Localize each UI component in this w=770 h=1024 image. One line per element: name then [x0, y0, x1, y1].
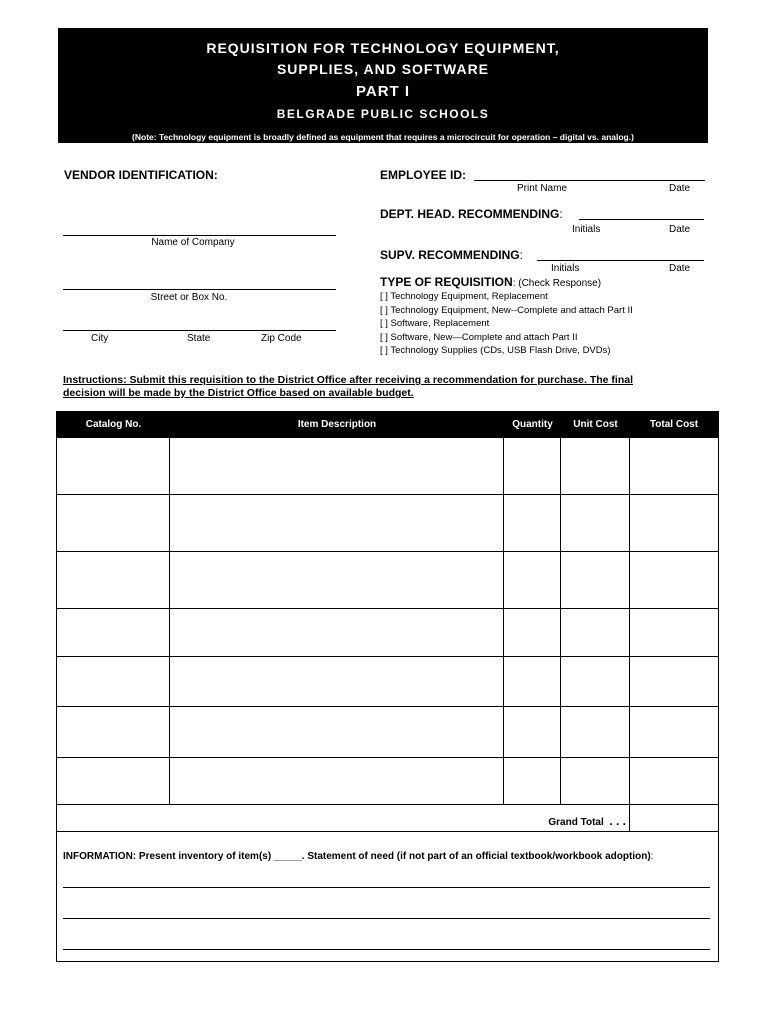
supv-label: SUPV. RECOMMENDING:	[380, 248, 523, 262]
zip-label: Zip Code	[261, 333, 302, 344]
title-line-3: PART I	[355, 83, 411, 100]
grand-total-value[interactable]	[630, 805, 718, 831]
option-software-new[interactable]: [ ] Software, New—Complete and attach Part II	[380, 331, 578, 343]
supv-line[interactable]	[537, 260, 704, 261]
instructions-line-1: Instructions: Submit this requisition to the District Office after receiving a recommendation for purchase. The final	[63, 374, 634, 386]
col-item-description: Item Description	[297, 419, 377, 430]
col-divider	[629, 438, 630, 832]
statement-line-1[interactable]	[63, 887, 710, 888]
company-label: Name of Company	[151, 237, 235, 248]
option-technology-supplies[interactable]: [ ] Technology Supplies (CDs, USB Flash Drive, DVDs)	[380, 345, 611, 357]
information-statement: INFORMATION: Present inventory of item(s) _____. Statement of need (if not part of an official textbook/workbook adoption):	[63, 851, 654, 862]
supv-initials-label: Initials	[551, 263, 580, 274]
option-equipment-replacement[interactable]: [ ] Technology Equipment, Replacement	[380, 291, 548, 302]
row-divider	[57, 831, 718, 832]
col-divider	[560, 438, 561, 804]
row-divider	[57, 608, 718, 609]
dept-head-initials-label: Initials	[572, 224, 601, 235]
instructions	[63, 374, 633, 400]
grand-total-label: Grand Total . . .	[548, 814, 626, 828]
requisition-type-heading: TYPE OF REQUISITION: (Check Response)	[380, 275, 602, 289]
option-software-replacement[interactable]: [ ] Software, Replacement	[380, 318, 490, 330]
option-equipment-new[interactable]: [ ] Technology Equipment, New--Complete and attach Part II	[380, 304, 633, 316]
col-catalog-no: Catalog No.	[85, 419, 142, 430]
catalog-no-cell[interactable]	[57, 439, 169, 494]
col-unit-cost: Unit Cost	[573, 419, 618, 430]
employee-date-label: Date	[669, 183, 691, 194]
row-divider	[57, 706, 718, 707]
col-total-cost: Total Cost	[649, 419, 699, 430]
dept-head-line[interactable]	[579, 219, 704, 220]
instructions-line-2: decision will be made by the District Office based on available budget.	[63, 387, 414, 399]
street-label: Street or Box No.	[150, 292, 228, 303]
employee-id-label: EMPLOYEE ID:	[380, 168, 467, 182]
requisition-type-options	[380, 290, 633, 358]
header-note: (Note: Technology equipment is broadly defined as equipment that requires a microcircuit for operation – digital vs. analog.)	[132, 132, 634, 142]
row-divider	[57, 804, 718, 805]
title-line-2: SUPPLIES, AND SOFTWARE	[276, 61, 490, 77]
col-divider	[503, 438, 504, 804]
district-name: BELGRADE PUBLIC SCHOOLS	[276, 107, 490, 121]
dept-head-label: DEPT. HEAD. RECOMMENDING:	[380, 207, 563, 221]
employee-print-name-label: Print Name	[517, 183, 568, 194]
statement-line-2[interactable]	[63, 918, 710, 919]
statement-line-3[interactable]	[63, 949, 710, 950]
city-label: City	[91, 333, 109, 344]
row-divider	[57, 757, 718, 758]
company-line[interactable]	[63, 235, 336, 236]
dept-head-date-label: Date	[669, 224, 691, 235]
state-label: State	[187, 333, 211, 344]
row-divider	[57, 656, 718, 657]
row-divider	[57, 494, 718, 495]
row-divider	[57, 551, 718, 552]
item-description-cell[interactable]	[170, 439, 503, 494]
supv-date-label: Date	[669, 263, 691, 274]
city-state-zip-line[interactable]	[63, 330, 336, 331]
col-quantity: Quantity	[512, 419, 553, 430]
form-header	[58, 28, 708, 143]
employee-id-line[interactable]	[474, 180, 705, 181]
vendor-heading: VENDOR IDENTIFICATION:	[64, 168, 218, 182]
street-line[interactable]	[63, 289, 336, 290]
title-line-1: REQUISITION FOR TECHNOLOGY EQUIPMENT,	[206, 40, 560, 56]
